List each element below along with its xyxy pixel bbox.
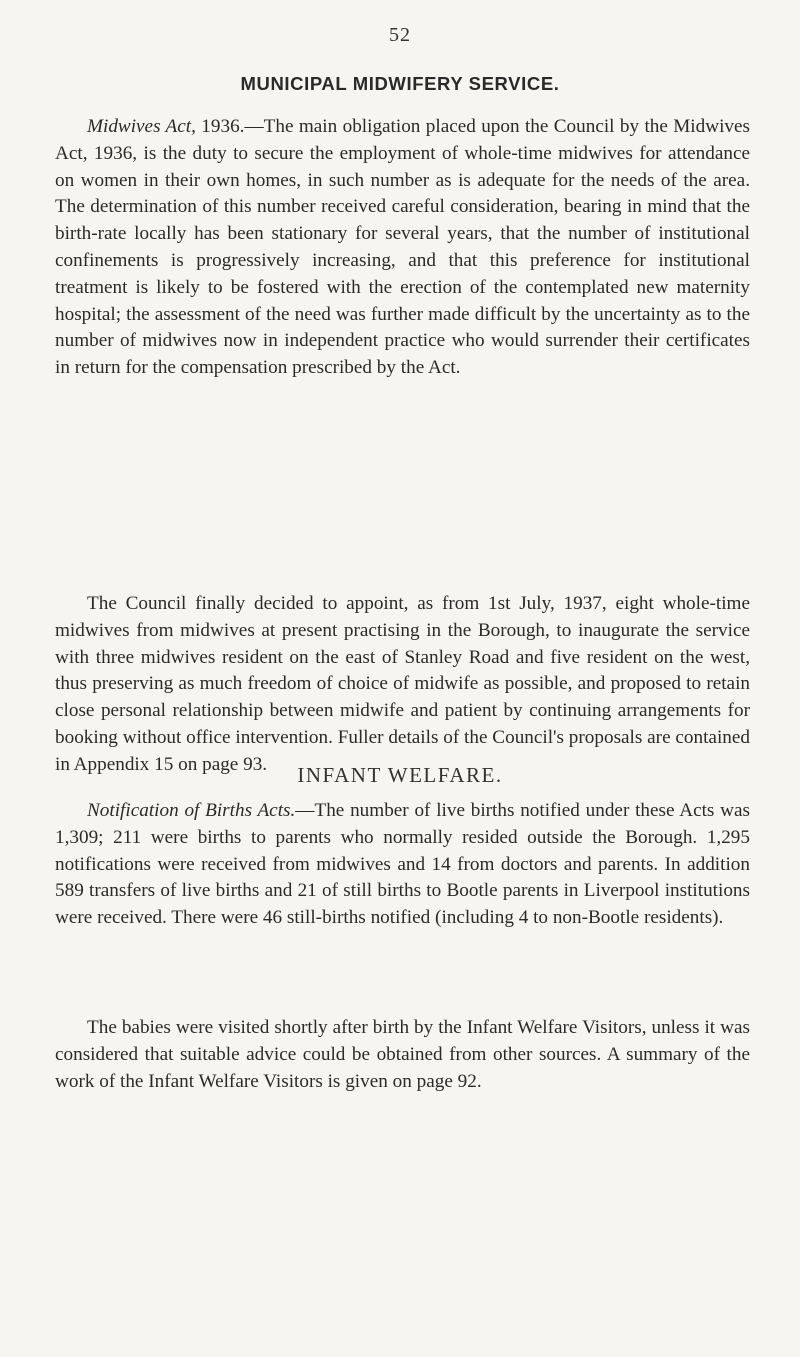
paragraph-lead-in: Midwives Act, xyxy=(87,116,196,137)
paragraph-babies-visited xyxy=(55,1015,750,1095)
paragraph-body: 1936.—The main obligation placed upon the Council by the Midwives Act, 1936, is the duty to secure the employment of whole-time midwives for attendance on women in their own homes, in such number as is adequate for the needs of the area. The determination of this number received careful consideration, bearing in mind that the birth-rate locally has been stationary for several years, that the number of institutional confinements is progressively increasing, and that this preference for institutional treatment is likely to be fostered with the erection of the contemplated new maternity hospital; the assessment of the need was further made difficult by the uncertainty as to the number of midwives now in independent practice who would surrender their certificates in return for the compensation prescribed by the Act. xyxy=(55,116,750,379)
paragraph-lead-in: Notification of Births Acts. xyxy=(87,800,296,821)
paragraph-midwives-act xyxy=(55,114,750,382)
paragraph-body: The Council finally decided to appoint, as from 1st July, 1937, eight whole-time midwives from midwives at present practising in the Borough, to inaugurate the service with three midwives resident on the east of Stanley Road and five resident on the west, thus preserving as much freedom of choice of midwife as possible, and proposed to retain close personal relationship between midwife and patient by continuing arrangements for booking without office intervention. Fuller details of the Council's proposals are contained in Appendix 15 on page 93. xyxy=(55,593,750,775)
page-number: 52 xyxy=(389,24,411,46)
paragraph-body: —The number of live births notified under these Acts was 1,309; 211 were births to parents who normally resided outside the Borough. 1,295 notifications were received from midwives and 14 from doctors and parents. In addition 589 transfers of live births and 21 of still births to Bootle parents in Liverpool institutions were received. There were 46 still-births notified (including 4 to non-Bootle residents). xyxy=(55,800,750,929)
paragraph-body: The babies were visited shortly after birth by the Infant Welfare Visitors, unless it was considered that suitable advice could be obtained from other sources. A summary of the work of the Infant Welfare Visitors is given on page 92. xyxy=(55,1017,750,1092)
paragraph-notification-of-births xyxy=(55,798,750,932)
paragraph-council-decision xyxy=(55,591,750,779)
section-heading-midwifery: MUNICIPAL MIDWIFERY SERVICE. xyxy=(240,73,560,94)
section-heading-infant-welfare: INFANT WELFARE. xyxy=(297,763,503,787)
